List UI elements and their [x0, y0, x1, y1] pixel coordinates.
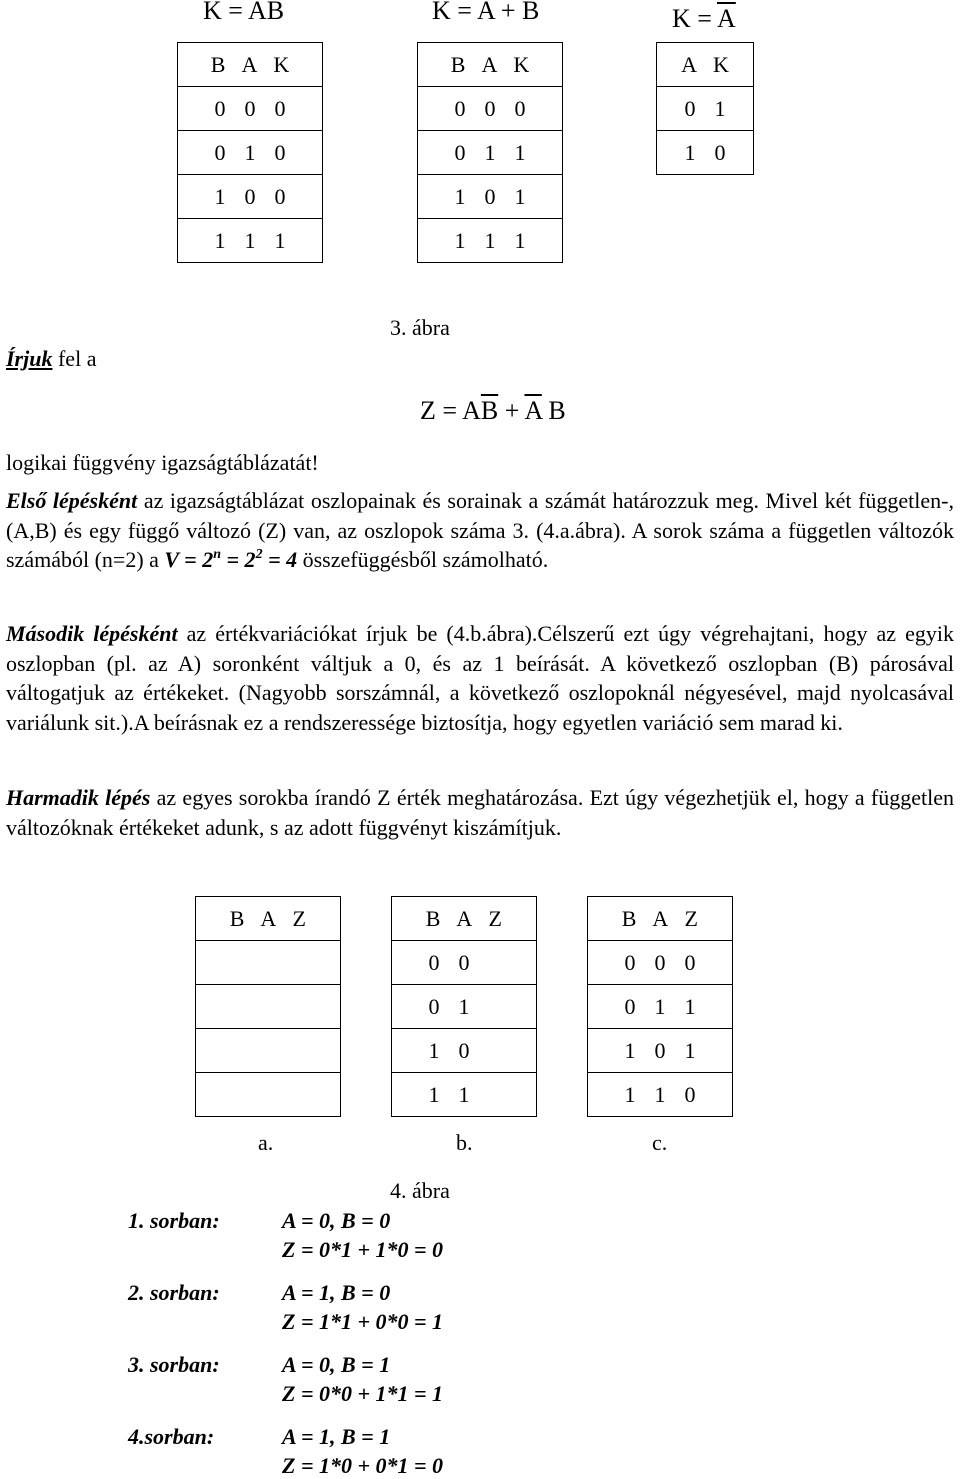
and-table-row: [178, 219, 323, 263]
table-a-value: A: [260, 905, 277, 931]
or-table-row: [418, 87, 563, 131]
or-table-row: [418, 175, 563, 219]
calc-row-3-result: Z = 0*0 + 1*1 = 1: [282, 1381, 444, 1406]
table-a-cell: [196, 941, 341, 985]
sup-2: 2: [255, 547, 263, 562]
table-b-row: [392, 941, 537, 985]
or-table-header-row: [418, 43, 563, 87]
not-table-row: [657, 131, 754, 175]
table-a-header-cell: [196, 897, 341, 941]
or-table-value: K: [513, 51, 530, 77]
and-table-value: 0: [274, 95, 286, 121]
table-b-value: 1: [428, 1081, 440, 1107]
table-b-cell: [392, 1029, 537, 1073]
not-table-cell: [657, 87, 754, 131]
table-a-cell: [196, 985, 341, 1029]
or-table-value: 1: [484, 139, 496, 165]
table-b-cell: [392, 1073, 537, 1117]
table-c-value: 1: [624, 1037, 636, 1063]
and-table-value: 1: [244, 227, 256, 253]
table-b-row: [392, 985, 537, 1029]
calc-row-2-label: 2. sorban:: [128, 1280, 220, 1305]
table-b-value: 1: [458, 1081, 470, 1107]
calc-row-4-assign: A = 1, B = 1: [282, 1424, 391, 1449]
or-table-row: [418, 131, 563, 175]
calc-row-2-assign: A = 1, B = 0: [282, 1280, 391, 1305]
table-c-value: 1: [684, 1037, 696, 1063]
table-b-value: Z: [488, 905, 502, 931]
task-prompt: [6, 346, 96, 372]
formula-4: = 4: [262, 547, 298, 572]
task-irjuk: Írjuk: [6, 346, 53, 371]
formula-not-over: $\overline{A}$: [717, 4, 736, 33]
table-b-value: 0: [458, 1037, 470, 1063]
table-b-header-cell: [392, 897, 537, 941]
sup-n: n: [213, 547, 222, 562]
table-c-value: 1: [654, 1081, 666, 1107]
table-c-header-cell: [588, 897, 733, 941]
or-table-row: [418, 219, 563, 263]
and-table-cell: [178, 175, 323, 219]
task-formula-z: Z = A: [420, 396, 481, 425]
truth-table-and: [177, 42, 323, 263]
and-table-header-cell: [178, 43, 323, 87]
and-table-header-row: [178, 43, 323, 87]
or-table-value: 0: [454, 95, 466, 121]
table-c-row: [588, 985, 733, 1029]
and-table-value: 0: [274, 183, 286, 209]
table-c-value: A: [652, 905, 669, 931]
not-table-row: [657, 87, 754, 131]
table-c-row: [588, 1029, 733, 1073]
or-table-value: B: [450, 51, 466, 77]
or-table-value: 1: [514, 183, 526, 209]
and-table-value: 0: [214, 95, 226, 121]
and-table-value: 1: [214, 227, 226, 253]
table-c-value: B: [621, 905, 637, 931]
table-a-row: [196, 941, 341, 985]
table-c-value: 0: [684, 1081, 696, 1107]
task-fel-a: fel a: [52, 346, 97, 371]
table-c-row: [588, 941, 733, 985]
not-table-value: K: [713, 51, 729, 77]
table-b-value: 1: [458, 993, 470, 1019]
table-a-header-row: [196, 897, 341, 941]
table-c-value: 0: [624, 993, 636, 1019]
table-b-value: 0: [428, 993, 440, 1019]
and-table-row: [178, 131, 323, 175]
calc-row-1-result: Z = 0*1 + 1*0 = 0: [282, 1237, 444, 1262]
table-b-value: 0: [428, 949, 440, 975]
and-table-value: 1: [244, 139, 256, 165]
and-table-value: B: [210, 51, 226, 77]
table-c-value: 1: [684, 993, 696, 1019]
and-table-value: 0: [214, 139, 226, 165]
table-b-value: B: [425, 905, 441, 931]
first-step-lead: Első lépésként: [6, 488, 138, 513]
table-a-empty: [195, 896, 341, 1117]
table-c-value: 0: [654, 949, 666, 975]
table-c-value: 0: [624, 949, 636, 975]
table-c-value: 1: [624, 1081, 636, 1107]
second-step-lead: Második lépésként: [6, 621, 178, 646]
table-c-cell: [588, 985, 733, 1029]
and-table-cell: [178, 219, 323, 263]
table-c-row: [588, 1073, 733, 1117]
third-step-lead: Harmadik lépés: [6, 785, 151, 810]
table-c-cell: [588, 1073, 733, 1117]
or-table-cell: [418, 219, 563, 263]
task-formula-b2: B: [541, 396, 566, 425]
formula-eq: = 2: [221, 547, 256, 572]
formula-and-left: K = A: [203, 0, 267, 25]
or-table-value: 1: [454, 183, 466, 209]
or-table-value: 0: [454, 139, 466, 165]
not-table-cell: [657, 131, 754, 175]
table-b-cell: [392, 985, 537, 1029]
table-b-row: [392, 1029, 537, 1073]
table-c-value: 1: [654, 993, 666, 1019]
table-b-value: 0: [458, 949, 470, 975]
calc-row-3-label: 3. sorban:: [128, 1352, 220, 1377]
calc-row-1-assign: A = 0, B = 0: [282, 1208, 391, 1233]
formula-not-left: K =: [672, 4, 718, 33]
table-b-header-row: [392, 897, 537, 941]
or-table-value: 1: [454, 227, 466, 253]
not-table-value: A: [681, 51, 697, 77]
formula-or: [432, 0, 539, 26]
table-a-row: [196, 1073, 341, 1117]
or-table-value: 1: [514, 227, 526, 253]
figure3-caption: 3. ábra: [390, 315, 450, 340]
and-table-value: 1: [274, 227, 286, 253]
table-a-row: [196, 985, 341, 1029]
or-table-cell: [418, 131, 563, 175]
table-b-value: A: [456, 905, 473, 931]
not-table-value: 1: [684, 139, 696, 165]
table-c-cell: [588, 1029, 733, 1073]
not-table-header-row: [657, 43, 754, 87]
or-table-header-cell: [418, 43, 563, 87]
table-b-row: [392, 1073, 537, 1117]
first-step-text1: az igazságtáblázat oszlopainak és sorainak a számát határozzuk meg. Mivel két független-, (A,B) és egy függő változó (Z) van, az oszlopok száma 3. (4.a.ábra). A sorok száma a független változók számából (n=2) a: [6, 488, 954, 572]
not-table-value: 1: [714, 95, 726, 121]
truth-table-not: [656, 42, 754, 175]
label-c: c.: [652, 1130, 668, 1155]
and-table-cell: [178, 87, 323, 131]
or-table-cell: [418, 87, 563, 131]
truth-table-or: [417, 42, 563, 263]
and-table-value: 0: [244, 183, 256, 209]
table-c-header-row: [588, 897, 733, 941]
table-a-cell: [196, 1073, 341, 1117]
and-table-cell: [178, 131, 323, 175]
calc-row-4-label: 4.sorban:: [128, 1424, 215, 1449]
formula-and-right: $\overline{B}$: [266, 0, 285, 25]
paragraph-third-step: [6, 783, 954, 842]
not-table-value: 0: [714, 139, 726, 165]
table-a-value: Z: [292, 905, 306, 931]
or-table-cell: [418, 175, 563, 219]
or-table-value: 0: [484, 183, 496, 209]
table-b-variations: [391, 896, 537, 1117]
table-a-row: [196, 1029, 341, 1073]
table-b-cell: [392, 941, 537, 985]
table-c-value: 0: [654, 1037, 666, 1063]
and-table-row: [178, 87, 323, 131]
table-c-value: 0: [684, 949, 696, 975]
first-step-text2: összefüggésből számolható.: [297, 547, 549, 572]
or-table-value: 0: [484, 95, 496, 121]
paragraph-second-step: [6, 619, 954, 737]
label-b: b.: [456, 1130, 473, 1155]
or-table-value: 0: [514, 95, 526, 121]
and-table-value: A: [241, 51, 258, 77]
calc-row-1-label: 1. sorban:: [128, 1208, 220, 1233]
table-b-value: 1: [428, 1037, 440, 1063]
formula-or-left: K = A + B: [432, 0, 540, 25]
table-a-value: B: [229, 905, 245, 931]
task-formula: [420, 396, 566, 426]
and-table-row: [178, 175, 323, 219]
calc-row-2-result: Z = 1*1 + 0*0 = 1: [282, 1309, 444, 1334]
and-table-value: 1: [214, 183, 226, 209]
formula-and: [203, 0, 284, 26]
table-c-value: Z: [684, 905, 698, 931]
paragraph-first-step: [6, 486, 954, 575]
calc-row-4-result: Z = 1*0 + 0*1 = 0: [282, 1453, 444, 1478]
table-c-cell: [588, 941, 733, 985]
and-table-value: 0: [274, 139, 286, 165]
formula-v: V = 2: [164, 547, 214, 572]
table-a-cell: [196, 1029, 341, 1073]
calc-row-3-assign: A = 0, B = 1: [282, 1352, 391, 1377]
not-table-value: 0: [684, 95, 696, 121]
task-formula-b1: $\overline{B}$: [480, 396, 499, 425]
or-table-value: 1: [514, 139, 526, 165]
and-table-value: 0: [244, 95, 256, 121]
and-table-value: K: [273, 51, 290, 77]
formula-not: [672, 4, 736, 34]
not-table-header-cell: [657, 43, 754, 87]
task-formula-a2: $\overline{A}$: [524, 396, 542, 425]
or-table-value: A: [481, 51, 498, 77]
or-table-value: 1: [484, 227, 496, 253]
second-step-text: az értékvariációkat írjuk be (4.b.ábra).Célszerű ezt úgy végrehajtani, hogy az egyik oszlopban (pl. az A) soronként váltjuk a 0, és az 1 beírását. A következő oszlopban (B) párosával váltogatjuk az értékeket. (Nagyobb sorszámnál, a következő oszlopoknál négyesével, majd nyolcasával variálunk sit.).A beírásnak ez a rendszeressége biztosítja, hogy egyetlen variáció sem marad ki.: [6, 621, 954, 735]
label-a: a.: [258, 1130, 274, 1155]
task-line2: logikai függvény igazságtáblázatát!: [6, 450, 319, 475]
table-c-complete: [587, 896, 733, 1117]
third-step-text: az egyes sorokba írandó Z érték meghatározása. Ezt úgy végezhetjük el, hogy a független változóknak értékeket adunk, s az adott függvényt kiszámítjuk.: [6, 785, 954, 840]
figure4-caption: 4. ábra: [390, 1178, 450, 1203]
task-formula-plus: +: [498, 396, 525, 425]
